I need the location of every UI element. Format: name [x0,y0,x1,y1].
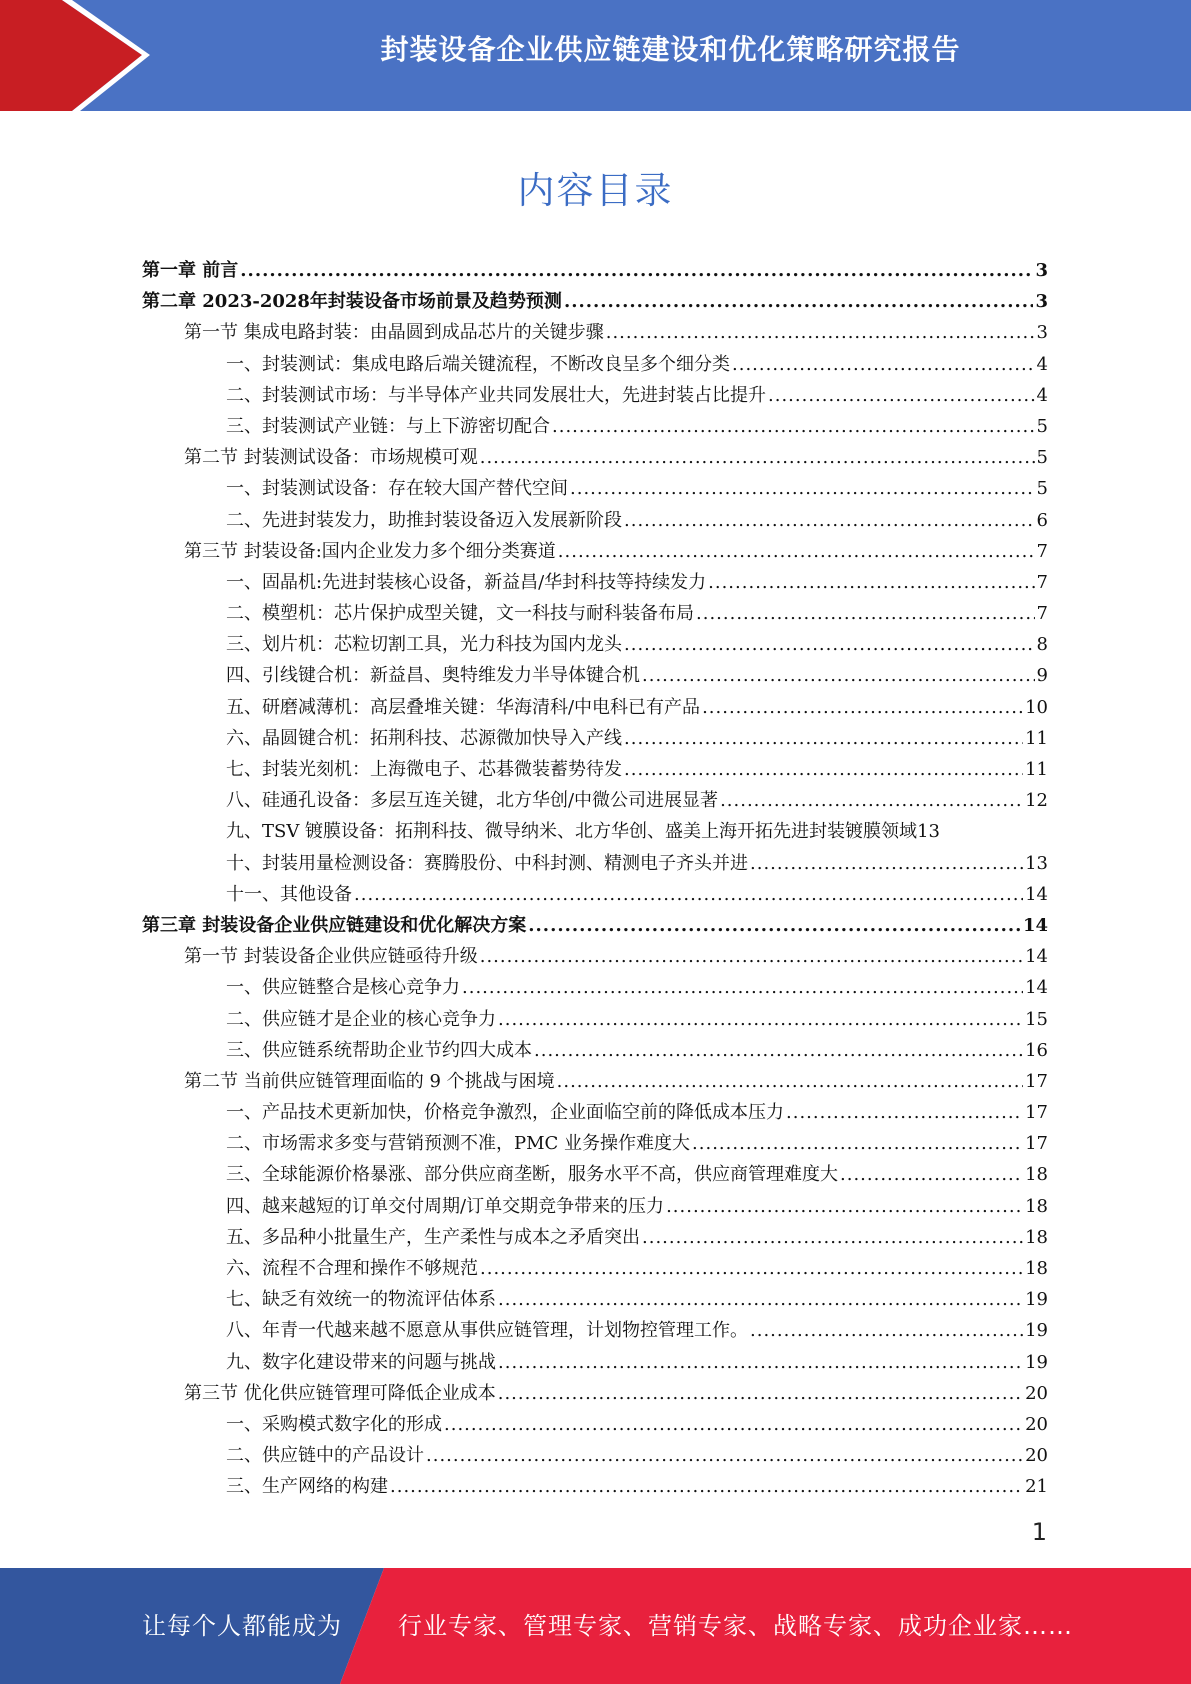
toc-dot-leader [498,1378,1023,1409]
toc-entry-text: 第三章 封装设备企业供应链建设和优化解决方案 [142,914,527,936]
toc-entry[interactable] [142,910,1048,941]
toc-entry-page: 20 [1025,1445,1048,1467]
toc-entry-page: 9 [1036,665,1048,687]
footer-slogan-left: 让每个人都能成为 [142,1612,342,1640]
toc-entry-text: 五、多品种小批量生产，生产柔性与成本之矛盾突出 [226,1226,640,1248]
toc-entry[interactable] [142,1409,1048,1440]
toc-dot-leader [557,1066,1023,1097]
toc-entry[interactable] [142,754,1048,785]
toc-entry-text: 一、采购模式数字化的形成 [226,1413,442,1435]
toc-entry-text: 二、市场需求多变与营销预测不准，PMC 业务操作难度大 [226,1133,691,1155]
toc-dot-leader [606,317,1035,348]
page-number: 1 [1031,1518,1047,1546]
toc-dot-leader [642,1222,1023,1253]
toc-entry-page: 13 [917,821,940,843]
toc-entry-text: 一、封装测试：集成电路后端关键流程，不断改良呈多个细分类 [226,353,730,375]
toc-entry-text: 三、供应链系统帮助企业节约四大成本 [226,1039,532,1061]
toc-entry-text: 九、数字化建设带来的问题与挑战 [226,1351,496,1373]
report-title: 封装设备企业供应链建设和优化策略研究报告 [380,33,961,66]
toc-entry[interactable] [142,1222,1048,1253]
toc-entry[interactable] [142,598,1048,629]
toc-entry-page: 14 [1025,883,1048,905]
toc-entry[interactable] [142,380,1048,411]
toc-entry-page: 14 [1022,914,1048,936]
toc-entry-page: 20 [1025,1413,1048,1435]
toc-entry[interactable] [142,941,1048,972]
toc-dot-leader [444,1409,1023,1440]
toc-dot-leader [498,1347,1023,1378]
toc-entry-text: 八、年青一代越来越不愿意从事供应链管理，计划物控管理工作。 [226,1320,748,1342]
toc-entry-page: 17 [1025,1070,1048,1092]
toc-dot-leader [498,1004,1023,1035]
toc-entry[interactable] [142,1315,1048,1346]
toc-entry-page: 14 [1025,977,1048,999]
toc-entry[interactable] [142,411,1048,442]
toc-dot-leader [498,1284,1023,1315]
toc-entry[interactable] [142,349,1048,380]
toc-dot-leader [720,785,1023,816]
toc-entry-text: 一、封装测试设备：存在较大国产替代空间 [226,478,568,500]
toc-entry[interactable] [142,317,1048,348]
toc-heading: 内容目录 [517,169,674,212]
toc-entry-text: 十一、其他设备 [226,883,352,905]
toc-entry-page: 12 [1025,790,1048,812]
page-footer [0,1568,1191,1684]
toc-entry[interactable] [142,1440,1048,1471]
toc-entry[interactable] [142,1128,1048,1159]
toc-dot-leader [528,910,1021,941]
toc-entry-page: 3 [1036,322,1048,344]
toc-entry-page: 19 [1025,1289,1048,1311]
toc-entry-page: 7 [1036,540,1048,562]
toc-entry-text: 第一章 前言 [142,260,239,281]
toc-entry-page: 5 [1036,415,1048,437]
toc-entry-text: 第二节 封装测试设备：市场规模可观 [184,447,478,469]
toc-entry-page: 20 [1025,1382,1048,1404]
toc-entry[interactable] [142,1347,1048,1378]
table-of-contents [142,255,1048,1503]
toc-entry-text: 第一节 集成电路封装：由晶圆到成品芯片的关键步骤 [184,322,604,344]
toc-dot-leader [570,473,1035,504]
toc-dot-leader [558,536,1035,567]
toc-dot-leader [534,1035,1023,1066]
toc-entry[interactable] [142,1159,1048,1190]
toc-dot-leader [480,442,1035,473]
toc-entry-text: 第三节 优化供应链管理可降低企业成本 [184,1382,496,1404]
toc-entry-text: 四、引线键合机：新益昌、奥特维发力半导体键合机 [226,665,640,687]
toc-dot-leader [702,692,1023,723]
toc-entry-text: 八、硅通孔设备：多层互连关键，北方华创/中微公司进展显著 [226,790,719,812]
toc-dot-leader [480,1253,1023,1284]
red-chevron-decoration [0,0,150,111]
toc-entry[interactable] [142,660,1048,691]
toc-entry[interactable] [142,473,1048,504]
toc-entry[interactable] [142,255,1048,286]
toc-entry[interactable] [142,879,1048,910]
toc-dot-leader [708,567,1034,598]
toc-entry[interactable] [142,1035,1048,1066]
toc-entry[interactable] [142,505,1048,536]
toc-dot-leader [624,754,1023,785]
toc-dot-leader [696,598,1035,629]
toc-entry[interactable] [142,567,1048,598]
toc-entry[interactable] [142,848,1048,879]
toc-dot-leader [390,1471,1023,1502]
toc-entry-text: 六、流程不合理和操作不够规范 [226,1258,478,1279]
toc-entry-text: 二、模塑机：芯片保护成型关键，文一科技与耐科装备布局 [226,603,694,625]
toc-entry[interactable] [142,816,1048,847]
toc-entry-text: 十、封装用量检测设备：赛腾股份、中科封测、精测电子齐头并进 [226,852,748,874]
toc-entry-page: 7 [1036,603,1048,625]
toc-dot-leader [354,879,1023,910]
toc-dot-leader [750,1315,1023,1346]
toc-entry-text: 三、全球能源价格暴涨、部分供应商垄断，服务水平不高，供应商管理难度大 [226,1164,838,1186]
toc-dot-leader [642,660,1035,691]
toc-entry-text: 四、越来越短的订单交付周期/订单交期竞争带来的压力 [226,1195,665,1217]
toc-entry[interactable] [142,442,1048,473]
toc-dot-leader [624,629,1035,660]
toc-entry[interactable] [142,692,1048,723]
toc-dot-leader [462,972,1023,1003]
toc-entry[interactable] [142,1004,1048,1035]
toc-entry-page: 6 [1036,509,1048,531]
toc-dot-leader [240,255,1033,286]
toc-dot-leader [480,941,1023,972]
toc-dot-leader [732,349,1035,380]
toc-entry-text: 第二章 2023-2028年封装设备市场前景及趋势预测 [142,291,562,313]
toc-entry-page: 10 [1025,696,1048,718]
toc-entry[interactable] [142,286,1048,317]
toc-entry[interactable] [142,1253,1048,1284]
toc-entry-text: 一、供应链整合是核心竞争力 [226,977,460,999]
toc-entry-text: 三、生产网络的构建 [226,1476,388,1498]
toc-entry[interactable] [142,629,1048,660]
toc-entry-page: 17 [1025,1133,1048,1155]
toc-entry[interactable] [142,1066,1048,1097]
toc-entry-text: 九、TSV 镀膜设备：拓荆科技、微导纳米、北方华创、盛美上海开拓先进封装镀膜领域 [226,821,918,843]
toc-entry-text: 第二节 当前供应链管理面临的 9 个挑战与困境 [184,1070,555,1092]
toc-entry-page: 19 [1025,1320,1048,1342]
toc-entry[interactable] [142,785,1048,816]
toc-entry-page: 18 [1025,1164,1048,1186]
toc-entry-page: 18 [1025,1258,1048,1279]
toc-entry-text: 一、固晶机:先进封装核心设备，新益昌/华封科技等持续发力 [226,571,707,593]
toc-entry-text: 二、封装测试市场：与半导体产业共同发展壮大，先进封装占比提升 [226,384,766,406]
page-header [0,0,1191,111]
toc-entry-text: 第一节 封装设备企业供应链亟待升级 [184,946,478,968]
toc-entry[interactable] [142,1471,1048,1502]
toc-entry-page: 13 [1025,852,1048,874]
toc-entry[interactable] [142,536,1048,567]
toc-dot-leader [666,1191,1023,1222]
toc-dot-leader [750,848,1023,879]
toc-dot-leader [426,1440,1023,1471]
toc-entry-page: 8 [1036,634,1048,656]
toc-entry-text: 一、产品技术更新加快，价格竞争激烈，企业面临空前的降低成本压力 [226,1102,784,1124]
toc-entry-page: 4 [1036,384,1048,406]
toc-entry-page: 7 [1036,571,1048,593]
toc-entry[interactable] [142,1284,1048,1315]
toc-dot-leader [692,1128,1023,1159]
toc-entry-page: 21 [1025,1476,1048,1498]
toc-entry-page: 11 [1025,727,1048,749]
toc-entry-text: 三、划片机：芯粒切割工具，光力科技为国内龙头 [226,634,622,656]
toc-entry[interactable] [142,1191,1048,1222]
toc-entry-page: 11 [1025,759,1048,780]
toc-dot-leader [786,1097,1023,1128]
toc-entry-page: 17 [1025,1102,1048,1124]
toc-entry-page: 19 [1025,1351,1048,1373]
toc-entry-text: 二、供应链中的产品设计 [226,1445,424,1467]
toc-entry-text: 三、封装测试产业链：与上下游密切配合 [226,415,550,437]
toc-entry-page: 14 [1025,946,1048,968]
toc-entry[interactable] [142,723,1048,754]
toc-dot-leader [624,723,1023,754]
toc-entry[interactable] [142,1378,1048,1409]
toc-entry-page: 5 [1036,447,1048,469]
toc-dot-leader [552,411,1035,442]
toc-entry-page: 18 [1025,1195,1048,1217]
toc-dot-leader [564,286,1034,317]
toc-entry[interactable] [142,972,1048,1003]
toc-entry-text: 五、研磨减薄机：高层叠堆关键：华海清科/中电科已有产品 [226,696,701,718]
toc-dot-leader [624,505,1035,536]
toc-entry-text: 二、供应链才是企业的核心竞争力 [226,1008,496,1030]
toc-entry-page: 15 [1025,1008,1048,1030]
toc-entry-text: 二、先进封装发力，助推封装设备迈入发展新阶段 [226,509,622,531]
footer-slogan-right: 行业专家、管理专家、营销专家、战略专家、成功企业家…… [398,1612,1073,1640]
toc-entry[interactable] [142,1097,1048,1128]
toc-entry-text: 七、缺乏有效统一的物流评估体系 [226,1289,496,1311]
toc-entry-text: 七、封装光刻机：上海微电子、芯碁微装蓄势待发 [226,759,622,780]
toc-entry-page: 18 [1025,1226,1048,1248]
toc-entry-page: 5 [1036,478,1048,500]
toc-dot-leader [768,380,1035,411]
toc-entry-page: 4 [1036,353,1048,375]
toc-dot-leader [840,1159,1023,1190]
toc-entry-text: 第三节 封装设备:国内企业发力多个细分类赛道 [184,540,556,562]
toc-entry-page: 3 [1035,291,1048,313]
toc-entry-page: 3 [1035,260,1048,281]
toc-entry-page: 16 [1025,1039,1048,1061]
toc-entry-text: 六、晶圆键合机：拓荆科技、芯源微加快导入产线 [226,727,622,749]
